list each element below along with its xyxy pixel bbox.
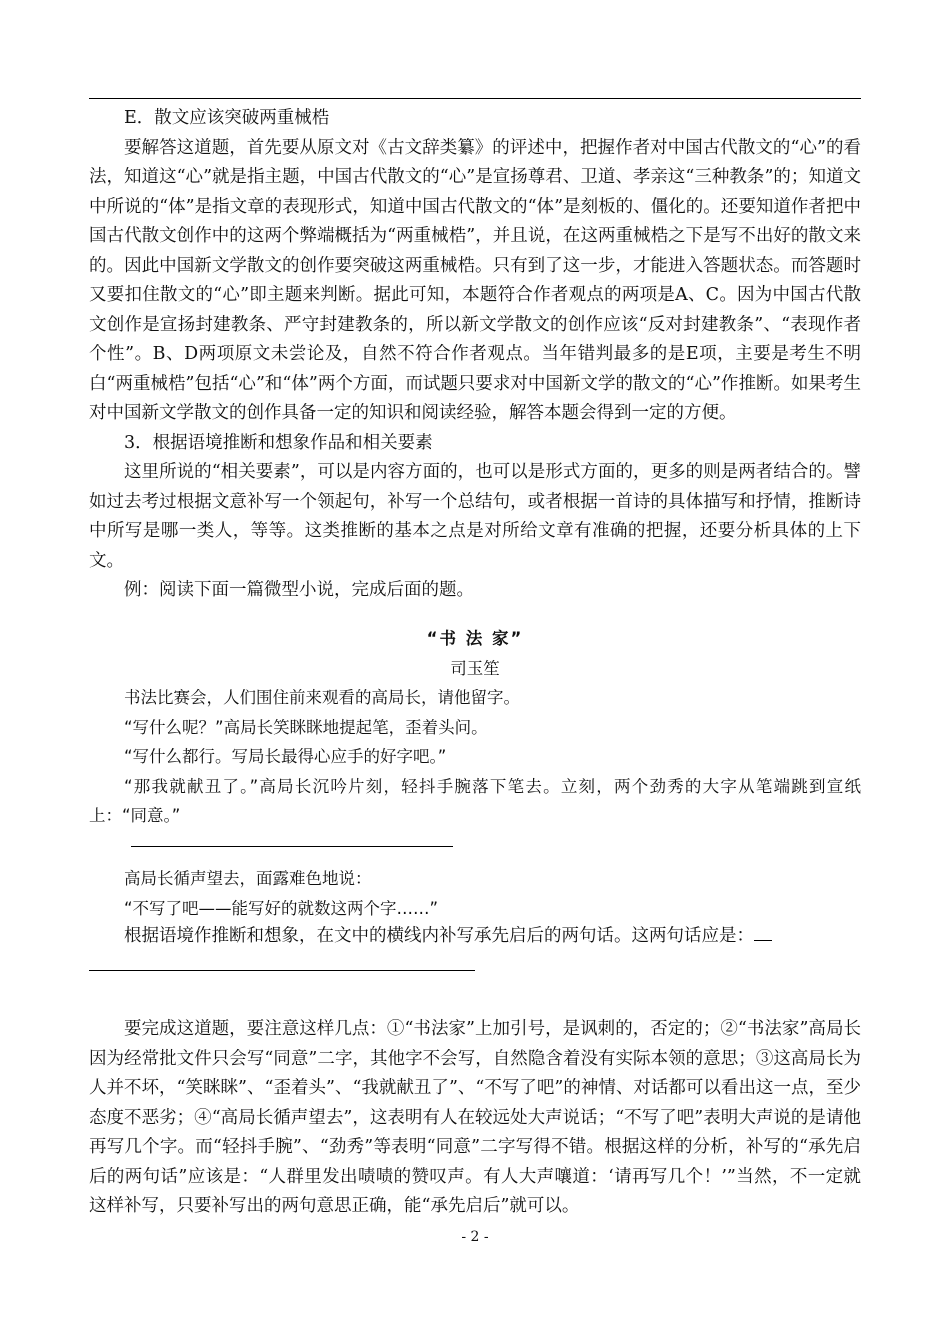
question-text: 根据语境作推断和想象，在文中的横线内补写承先启后的两句话。这两句话应是： (89, 922, 861, 952)
story-author: 司玉笙 (450, 658, 500, 678)
fill-in-blank-line[interactable] (131, 846, 453, 847)
story-paragraph: “写什么都行。写局长最得心应手的好字吧。” (124, 747, 447, 766)
story-paragraph: “那我就献丑了。”高局长沉吟片刻，轻抖手腕落下笔去。立刻，两个劲秀的大字从笔端跳到宣纸上：“同意。” (89, 776, 861, 825)
example-intro: 例：阅读下面一篇微型小说，完成后面的题。 (124, 580, 474, 600)
header-rule (89, 98, 861, 99)
analysis-paragraph-1: 要解答这道题，首先要从原文对《古文辞类纂》的评述中，把握作者对中国古代散文的“心”的看法，知道这“心”就是指主题，中国古代散文的“心”是宣扬尊君、卫道、孝亲这“三种教条”的；知道文中所说的“体”是指文章的表现形式，知道中国古代散文的“体”是刻板的、僵化的。还要知道作者把中国古代散文创作中的这两个弊端概括为“两重械梏”，并且说，在这两重械梏之下是写不出好的散文来的。因此中国新文学散文的创作要突破这两重械梏。只有到了这一步，才能进入答题状态。而答题时又要扣住散文的“心”即主题来判断。据此可知，本题符合作者观点的两项是A、C。因为中国古代散文创作是宣扬封建教条、严守封建教条的，所以新文学散文的创作应该“反对封建教条”、“表现作者个性”。B、D两项原文未尝论及，自然不符合作者观点。当年错判最多的是E项，主要是考生不明白“两重械梏”包括“心”和“体”两个方面，而试题只要求对中国新文学的散文的“心”作推断。如果考生对中国新文学散文的创作具备一定的知识和阅读经验，解答本题会得到一定的方便。 (89, 137, 861, 423)
story-continuation (89, 864, 861, 923)
answer-line[interactable] (89, 970, 475, 971)
page-number: - 2 - (461, 1229, 489, 1245)
analysis-block-2 (89, 1015, 861, 1222)
story-paragraph: 书法比赛会，人们围住前来观看的高局长，请他留字。 (124, 688, 520, 707)
story-title: “书 法 家” (426, 629, 524, 648)
story-paragraph: 高局长循声望去，面露难色地说： (124, 869, 372, 888)
analysis-paragraph-2: 要完成这道题，要注意这样几点：①“书法家”上加引号，是讽刺的，否定的；②“书法家”高局长因为经常批文件只会写“同意”二字，其他字不会写，自然隐含着没有实际本领的意思；③这高局长为人并不坏，“笑眯眯”、“歪着头”、“我就献丑了”、“不写了吧”的神情、对话都可以看出这一点，至少态度不恶劣；④“高局长循声望去”，这表明有人在较远处大声说话；“不写了吧”表明大声说的是请他再写几个字。而“轻抖手腕”、“劲秀”等表明“同意”二字写得不错。根据这样的分析，补写的“承先启后的两句话”应该是：“人群里发出啧啧的赞叹声。有人大声嚷道：‘请再写几个！’”当然，不一定就这样补写，只要补写出的两句意思正确，能“承先启后”就可以。 (89, 1019, 861, 1216)
section-3-body: 这里所说的“相关要素”，可以是内容方面的，也可以是形式方面的，更多的则是两者结合的。譬如过去考过根据文意补写一个领起句，补写一个总结句，或者根据一首诗的具体描写和抒情，推断诗中所写是哪一类人，等等。这类推断的基本之点是对所给文章有准确的把握，还要分析具体的上下文。 (89, 462, 861, 571)
section-3-heading: 3．根据语境推断和想象作品和相关要素 (124, 432, 433, 453)
analysis-block-1 (89, 104, 861, 606)
option-e: E．散文应该突破两重械梏 (124, 108, 330, 128)
story-paragraph: “写什么呢？”高局长笑眯眯地提起笔，歪着头问。 (124, 717, 488, 737)
story-block (89, 624, 861, 831)
answer-blank[interactable] (754, 926, 772, 941)
story-paragraph: “不写了吧——能写好的就数这两个字……” (124, 898, 439, 918)
question-block (89, 922, 861, 952)
